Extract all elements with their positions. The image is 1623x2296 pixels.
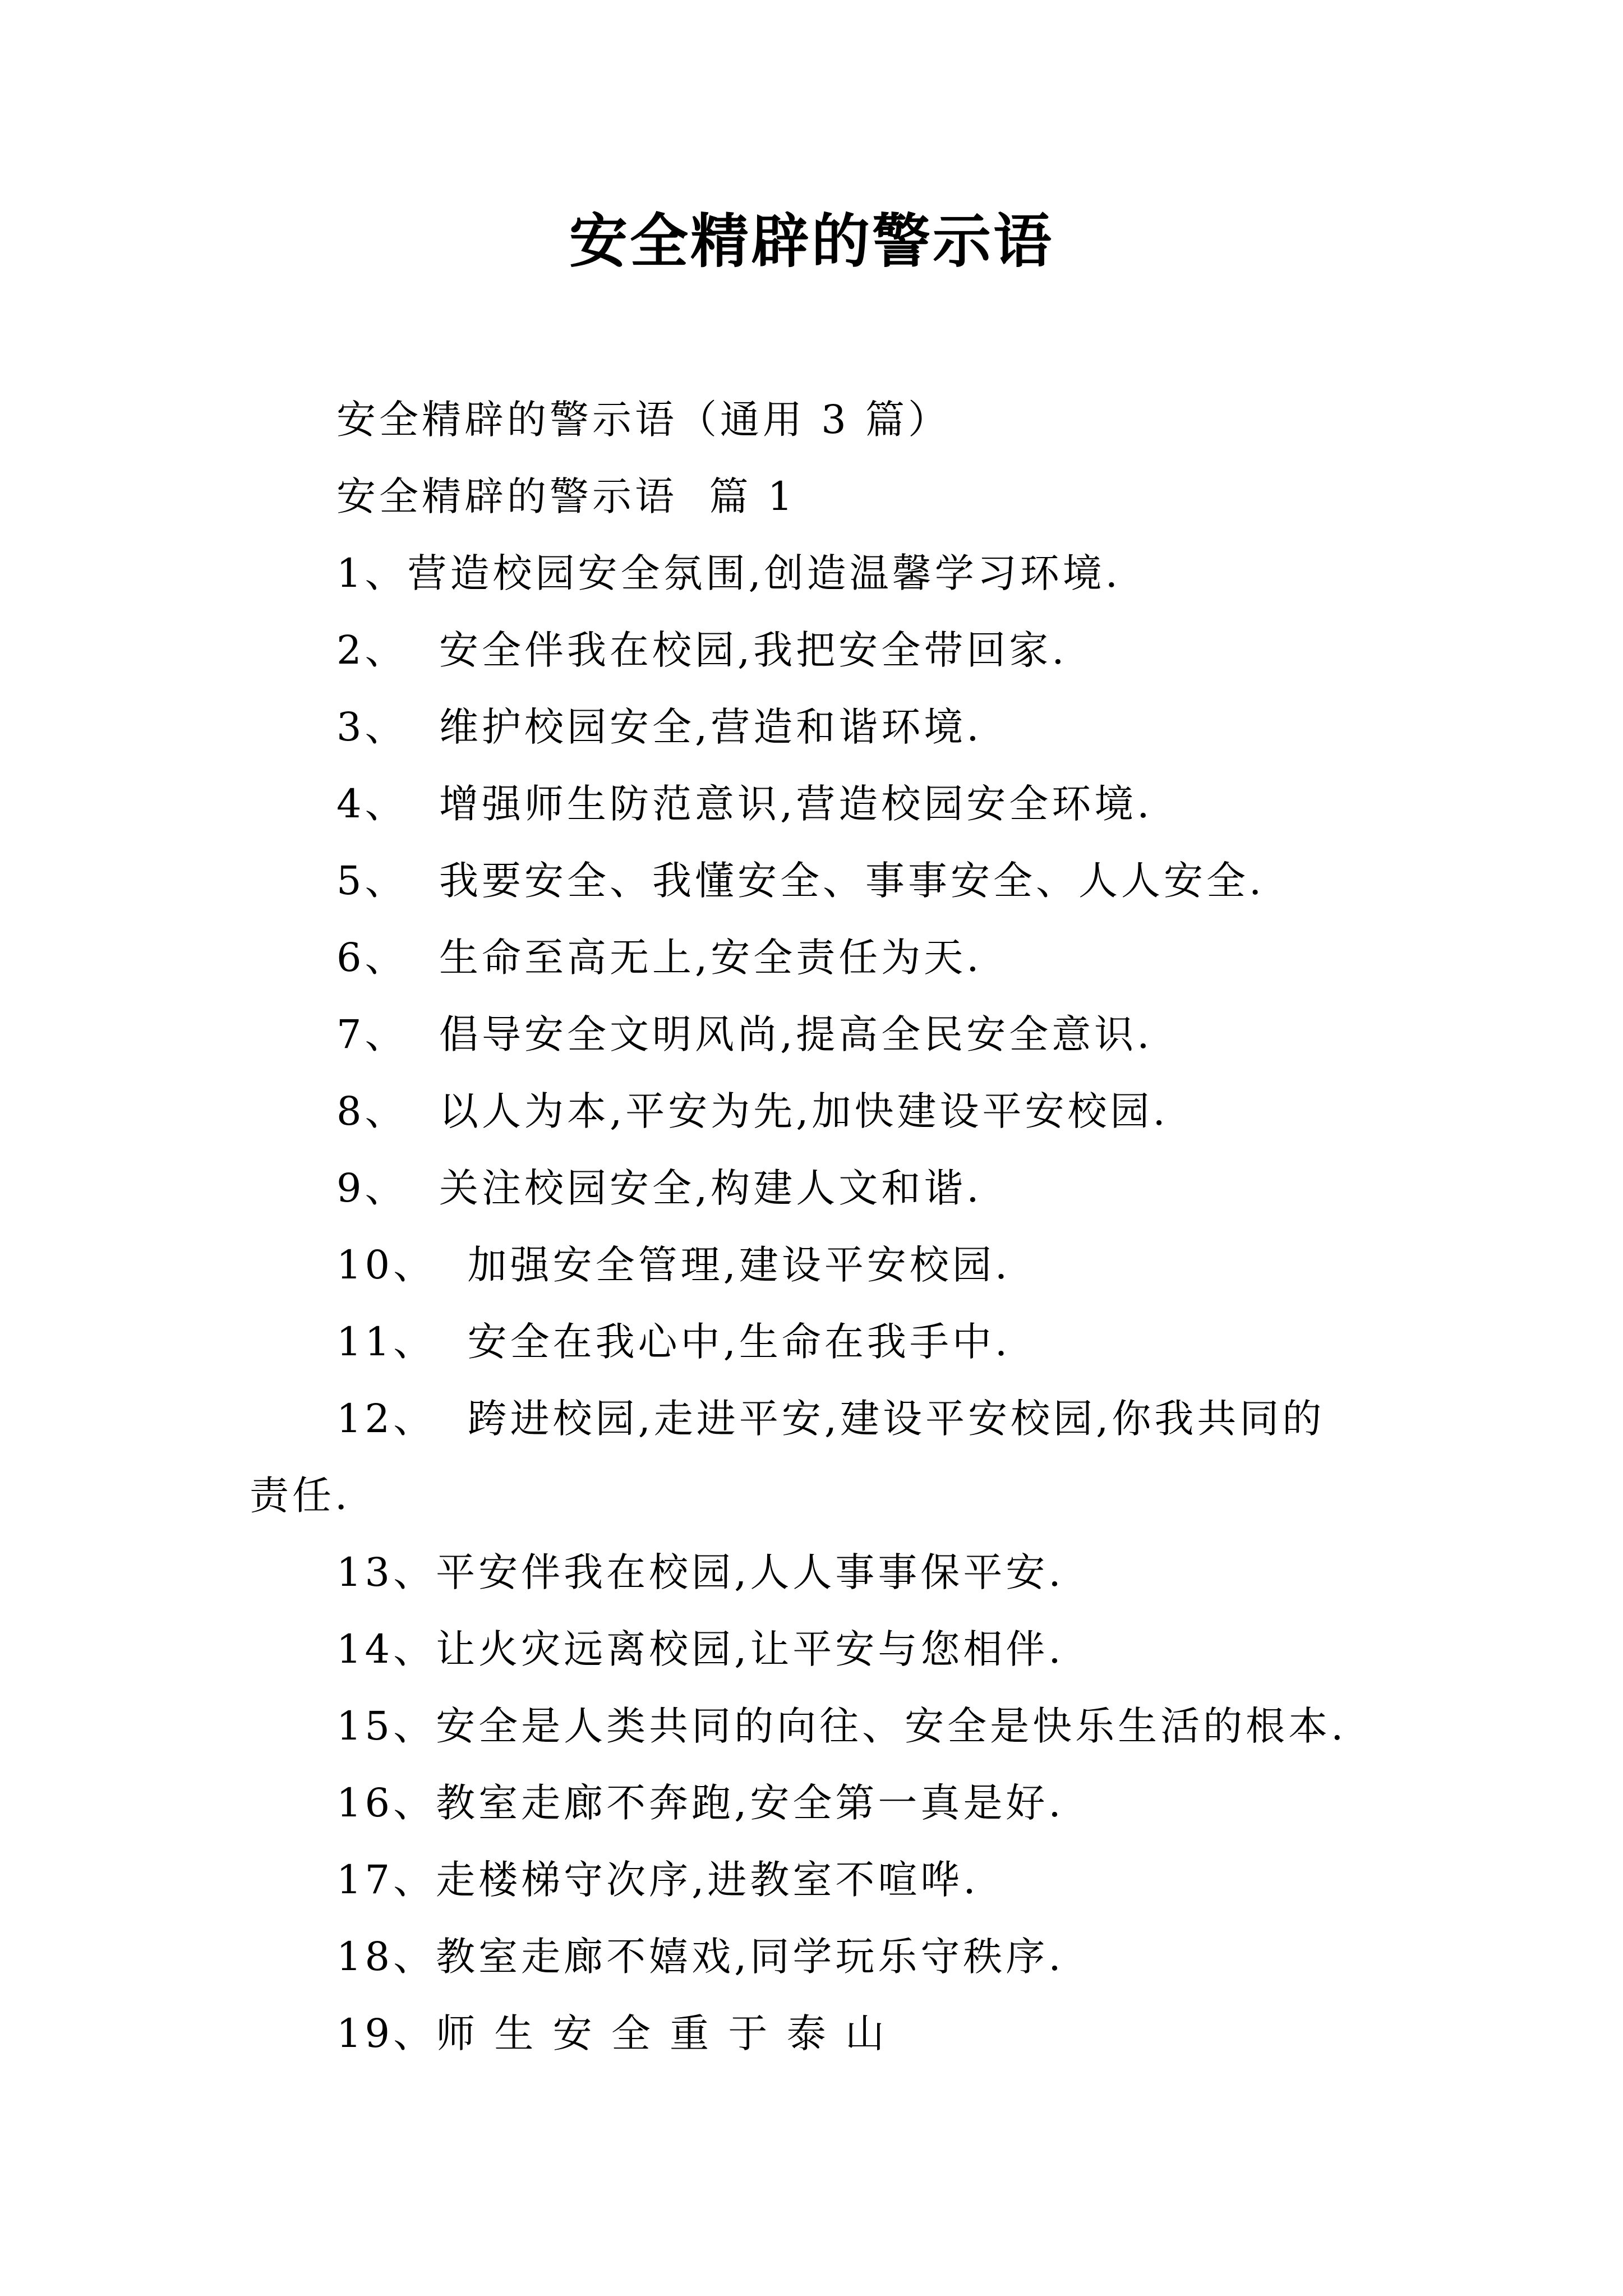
list-item: 2、 安全伴我在校园,我把安全带回家. xyxy=(336,627,1068,673)
list-item: 12、 跨进校园,走进平安,建设平安校园,你我共同的 xyxy=(336,1396,1325,1442)
list-item: 13、平安伴我在校园,人人事事保平安. xyxy=(336,1549,1064,1595)
list-item: 9、 关注校园安全,构建人文和谐. xyxy=(336,1165,983,1211)
list-item: 15、安全是人类共同的向往、安全是快乐生活的根本. xyxy=(336,1703,1347,1749)
list-item: 5、 我要安全、我懂安全、事事安全、人人安全. xyxy=(336,858,1265,904)
list-item: 17、走楼梯守次序,进教室不喧哗. xyxy=(336,1857,979,1903)
paragraph-subtitle: 安全精辟的警示语（通用 3 篇） xyxy=(336,397,951,443)
paragraph-section-heading: 安全精辟的警示语 篇 1 xyxy=(336,473,796,519)
list-item: 4、 增强师生防范意识,营造校园安全环境. xyxy=(336,781,1153,827)
list-item: 14、让火灾远离校园,让平安与您相伴. xyxy=(336,1626,1064,1672)
list-item: 11、 安全在我心中,生命在我手中. xyxy=(336,1319,1011,1365)
list-item: 1、营造校园安全氛围,创造温馨学习环境. xyxy=(336,550,1122,596)
list-item: 18、教室走廊不嬉戏,同学玩乐守秩序. xyxy=(336,1934,1064,1980)
list-item: 19、师 生 安 全 重 于 泰 山 xyxy=(336,2010,888,2056)
list-item: 8、 以人为本,平安为先,加快建设平安校园. xyxy=(336,1088,1169,1134)
list-item: 3、 维护校园安全,营造和谐环境. xyxy=(336,704,983,750)
list-item: 6、 生命至高无上,安全责任为天. xyxy=(336,935,983,981)
document-title: 安全精辟的警示语 xyxy=(569,206,1054,275)
document-body xyxy=(250,381,1399,2072)
list-item: 16、教室走廊不奔跑,安全第一真是好. xyxy=(336,1780,1064,1826)
list-item-continuation: 责任. xyxy=(250,1473,351,1519)
list-item: 7、 倡导安全文明风尚,提高全民安全意识. xyxy=(336,1011,1153,1057)
list-item: 10、 加强安全管理,建设平安校园. xyxy=(336,1242,1011,1288)
